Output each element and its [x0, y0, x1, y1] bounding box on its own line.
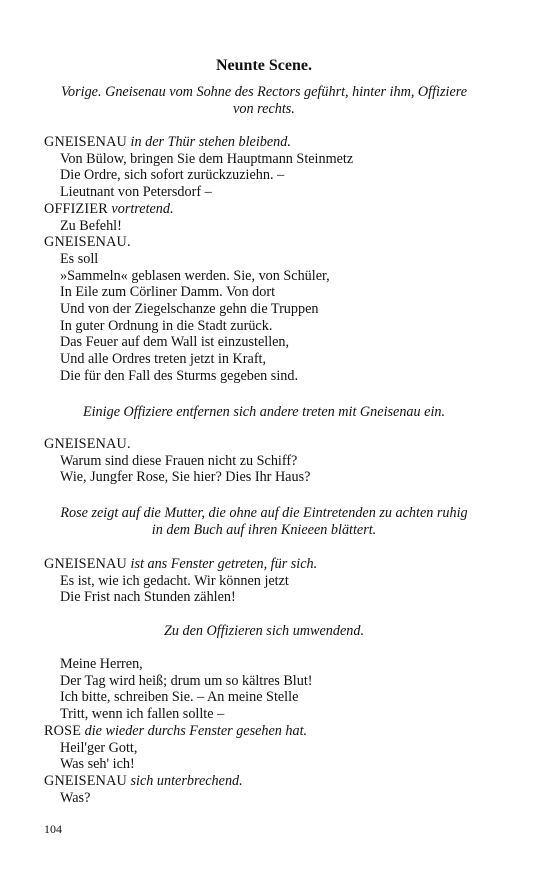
dialogue-block-2	[44, 436, 484, 486]
stage-direction: Einige Offiziere entfernen sich andere treten mit Gneisenau ein.	[82, 404, 446, 420]
stage-direction-line-1: Rose zeigt auf die Mutter, die ohne auf die Eintretenden zu achten ruhig	[60, 505, 468, 521]
verse-line: Tritt, wenn ich fallen sollte –	[60, 706, 225, 723]
verse-line: »Sammeln« geblasen werden. Sie, von Schüler,	[60, 267, 330, 284]
speaker-line	[44, 134, 484, 151]
verse-line: Was?	[60, 789, 91, 806]
verse-line: In guter Ordnung in die Stadt zurück.	[60, 317, 273, 334]
verse-line: Und von der Ziegelschanze gehn die Truppen	[60, 301, 319, 318]
verse-line: Die für den Fall des Sturms gegeben sind.	[60, 367, 298, 384]
dialogue-block-1	[44, 134, 484, 385]
verse-line: Heil'ger Gott,	[60, 739, 138, 756]
speaker-direction: die wieder durchs Fenster gesehen hat.	[84, 722, 308, 739]
speaker-line	[44, 723, 484, 740]
speaker-name: OFFIZIER	[44, 200, 108, 217]
verse-line: Meine Herren,	[60, 656, 143, 672]
verse-line: In Eile zum Cörliner Damm. Von dort	[60, 284, 276, 301]
speaker-line	[44, 556, 484, 573]
verse-line: Die Frist nach Stunden zählen!	[60, 589, 236, 606]
dialogue-block-4	[44, 656, 484, 806]
intro-stage-direction	[44, 84, 484, 118]
scene-title: Neunte Scene.	[216, 57, 312, 74]
speaker-direction: in der Thür stehen bleibend.	[130, 134, 291, 150]
speaker-name: GNEISENAU.	[44, 436, 131, 452]
speaker-line	[44, 773, 484, 790]
verse-line: Ich bitte, schreiben Sie. – An meine Stelle	[60, 689, 299, 706]
speaker-line	[44, 436, 484, 453]
page-number: 104	[44, 822, 62, 836]
verse-line: Der Tag wird heiß; drum um so kältres Blut!	[60, 672, 313, 689]
verse-line: Wie, Jungfer Rose, Sie hier? Dies Ihr Haus?	[60, 469, 311, 486]
verse-line: Was seh' ich!	[60, 756, 135, 773]
speaker-line	[44, 234, 484, 251]
speaker-name: GNEISENAU	[44, 556, 127, 572]
stage-direction: Zu den Offizieren sich umwendend.	[163, 623, 365, 639]
intro-line-1: Vorige. Gneisenau vom Sohne des Rectors geführt, hinter ihm, Offiziere	[60, 84, 468, 100]
speaker-direction: sich unterbrechend.	[130, 772, 243, 789]
verse-line: Es ist, wie ich gedacht. Wir können jetzt	[60, 572, 289, 589]
verse-line: Warum sind diese Frauen nicht zu Schiff?	[60, 452, 298, 469]
dialogue-block-3	[44, 556, 484, 606]
verse-line: Es soll	[60, 250, 99, 267]
speaker-line	[44, 201, 484, 218]
verse-line: Und alle Ordres treten jetzt in Kraft,	[60, 351, 267, 368]
stage-direction-line-2: in dem Buch auf ihren Knieeen blättert.	[151, 522, 377, 538]
verse-line: Das Feuer auf dem Wall ist einzustellen,	[60, 334, 290, 351]
speaker-name: GNEISENAU	[44, 134, 127, 150]
verse-line: Von Bülow, bringen Sie dem Hauptmann Steinmetz	[60, 150, 354, 167]
verse-line: Lieutnant von Petersdorf –	[60, 184, 212, 201]
verse-line: Die Ordre, sich sofort zurückzuziehn. –	[60, 167, 285, 184]
speaker-name: GNEISENAU.	[44, 234, 131, 251]
speaker-direction: vortretend.	[111, 200, 174, 217]
speaker-name: GNEISENAU	[44, 772, 127, 789]
speaker-name: ROSE	[44, 722, 82, 739]
verse-line: Zu Befehl!	[60, 217, 122, 234]
stage-direction	[44, 505, 484, 539]
speaker-direction: ist ans Fenster getreten, für sich.	[130, 556, 318, 572]
intro-line-2: von rechts.	[233, 101, 295, 117]
